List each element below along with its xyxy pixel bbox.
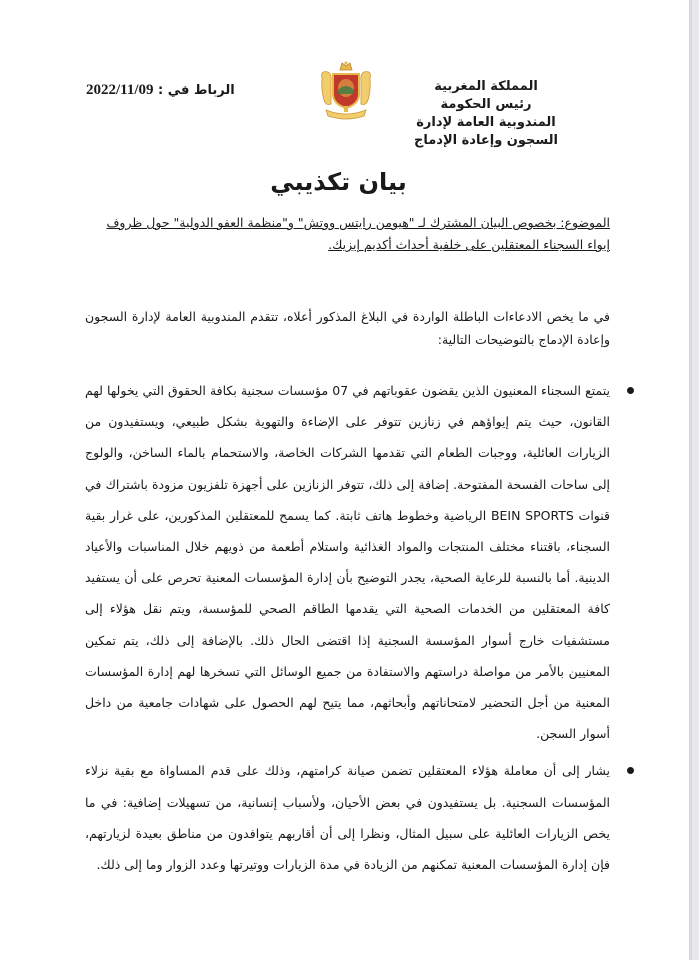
- org-line-delegation: المندوبية العامة لإدارة: [416, 115, 556, 130]
- document-title: بيان تكذيبي: [270, 168, 407, 196]
- document-subject: الموضوع: بخصوص البيان المشترك لـ "هيومن رايتس ووتش" و"منظمة العفو الدولية" حول ظروف إيواء السجناء المعتقلين على خلفية أحداث أكديم إيزيك.: [106, 215, 610, 252]
- org-line-head-of-government: رئيس الحكومة: [440, 97, 532, 112]
- bullet-icon: [627, 767, 634, 774]
- place-and-date: [86, 82, 235, 99]
- date-label: الرباط في :: [158, 83, 235, 98]
- org-line-prisons: السجون وإعادة الإدماج: [414, 133, 558, 148]
- clarification-item: [85, 375, 640, 749]
- clarification-item: [85, 755, 640, 880]
- date-value: 2022/11/09: [86, 82, 154, 98]
- coat-of-arms-icon: [318, 60, 374, 124]
- clarification-text: يتمتع السجناء المعنيون الذين يقضون عقوباتهم في 07 مؤسسات سجنية بكافة الحقوق التي يخولها لهم القانون، حيث يتم إيواؤهم في زنازين تتوفر على الإضاءة والتهوية بشكل طبيعي، ويستفيدون من الزيارات العائلية، ووجبات الطعام التي تقدمها الشركات الخاصة، والاستحمام بالماء الساخن، والولوج إلى ساحات الفسحة المفتوحة. إضافة إلى ذلك، تتوفر الزنازين على أجهزة تلفزيون مزودة باشتراك في قنوات BEIN SPORTS الرياضية وخطوط هاتف ثابتة. كما يسمح للمعتقلين المذكورين، على غرار بقية السجناء، باقتناء مختلف المنتجات والمواد الغذائية واستلام أطعمة من ذويهم خلال المناسبات والأعياد الدينية. أما بالنسبة للرعاية الصحية، يجدر التوضيح بأن إدارة المؤسسات المعنية تحرص على أن يستفيد كافة المعتقلين من الخدمات الصحية التي يقدمها الطاقم الصحي للمؤسسة، ويتم نقل هؤلاء إلى مستشفيات خارج أسوار المؤسسة السجنية إذا اقتضى الحال ذلك. بالإضافة إلى ذلك، يتم تمكين المعنيين بالأمر من مواصلة دراستهم والاستفادة من جميع الوسائل التي تسخرها لهم إدارة المؤسسات المعنية من أجل التحضير لامتحاناتهم وأبحاثهم، مما يتيح لهم الحصول على شهادات جامعية من داخل أسوار السجن.: [85, 383, 610, 742]
- issuing-authority-block: [386, 78, 586, 150]
- org-line-kingdom: المملكة المغربية: [434, 79, 538, 94]
- bullet-icon: [627, 387, 634, 394]
- intro-paragraph: في ما يخص الادعاءات الباطلة الواردة في البلاغ المذكور أعلاه، تتقدم المندوبية العامة لإدارة السجون وإعادة الإدماج بالتوضيحات التالية:: [85, 309, 610, 347]
- clarifications-list: [85, 375, 640, 880]
- clarification-text: يشار إلى أن معاملة هؤلاء المعتقلين تضمن صيانة كرامتهم، وذلك على قدم المساواة مع بقية نزلاء المؤسسات السجنية. بل يستفيدون في بعض الأحيان، ولأسباب إنسانية، من تسهيلات إضافية: في ما يخص الزيارات العائلية على سبيل المثال، ونظرا إلى أن أقاربهم يتوافدون من مناطق بعيدة لزيارتهم، فإن إدارة المؤسسات المعنية تمكنهم من الزيادة في مدة الزيارات ووتيرتها وعدد الزوار وما إلى ذلك.: [85, 763, 610, 873]
